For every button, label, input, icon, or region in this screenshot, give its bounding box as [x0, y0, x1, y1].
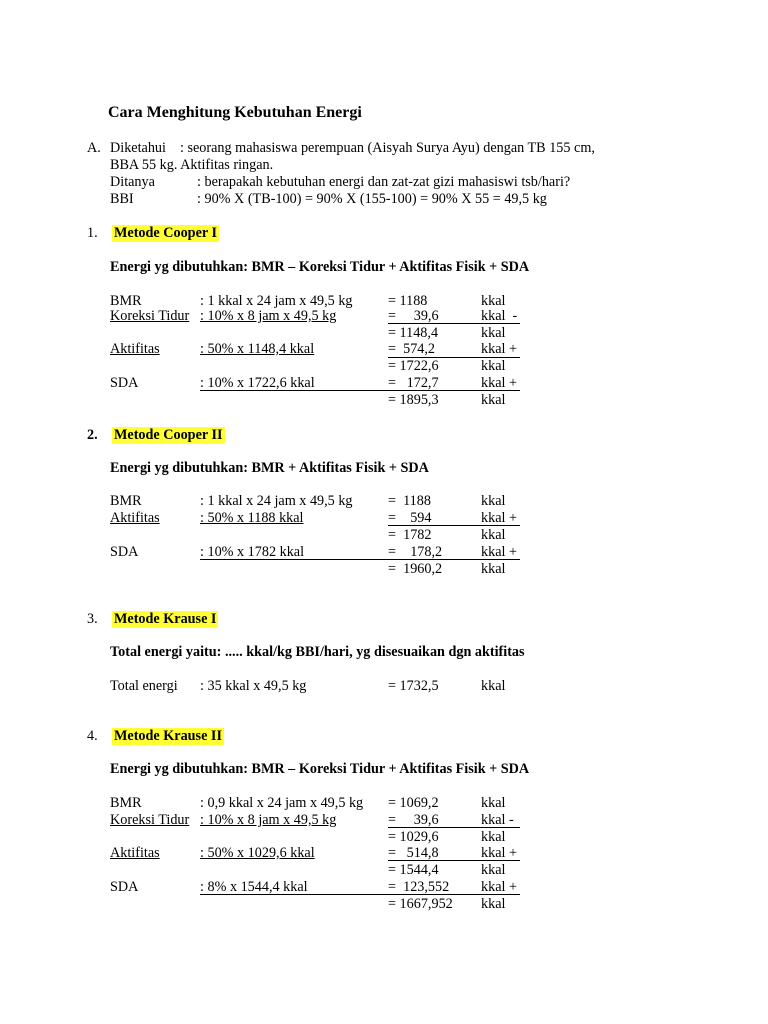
row-label: Koreksi Tidur: [110, 308, 190, 324]
row-calc: : 8% x 1544,4 kkal: [200, 879, 308, 895]
row-unit: kkal: [481, 325, 506, 341]
row-result: = 178,2: [388, 544, 443, 560]
row-unit: kkal +: [481, 845, 517, 861]
row-result: = 514,8: [388, 845, 439, 861]
row-label: SDA: [110, 879, 139, 895]
text-diketahui: : seorang mahasiswa perempuan (Aisyah Surya Ayu) dengan TB 155 cm,: [180, 140, 595, 156]
sum-rule: [200, 894, 520, 895]
row-unit: kkal +: [481, 544, 517, 560]
row-unit: kkal: [481, 527, 506, 543]
row-calc: : 0,9 kkal x 24 jam x 49,5 kg: [200, 795, 364, 811]
row-result: = 1667,952: [388, 896, 453, 912]
label-bbi: BBI: [110, 191, 134, 207]
row-calc: : 10% x 1782 kkal: [200, 544, 305, 560]
row-label: BMR: [110, 795, 142, 811]
method-formula: Energi yg dibutuhkan: BMR + Aktifitas Fisik + SDA: [110, 460, 429, 476]
row-unit: kkal +: [481, 879, 517, 895]
row-calc: : 50% x 1029,6 kkal: [200, 845, 315, 861]
method-number: 3.: [87, 611, 98, 627]
row-unit: kkal: [481, 678, 506, 694]
row-calc: : 35 kkal x 49,5 kg: [200, 678, 307, 694]
row-result: = 39,6: [388, 812, 439, 828]
method-heading: Metode Krause I: [114, 611, 217, 627]
row-result: = 1148,4: [388, 325, 439, 341]
row-calc: : 50% x 1148,4 kkal: [200, 341, 315, 357]
row-unit: kkal: [481, 293, 506, 309]
row-label: SDA: [110, 544, 139, 560]
row-label: Aktifitas: [110, 845, 160, 861]
row-result: = 1188: [388, 493, 431, 509]
sum-rule: [388, 323, 520, 324]
method-formula: Energi yg dibutuhkan: BMR – Koreksi Tidur + Aktifitas Fisik + SDA: [110, 761, 530, 777]
row-result: = 123,552: [388, 879, 450, 895]
method-heading: Metode Krause II: [114, 728, 222, 744]
row-unit: kkal: [481, 493, 506, 509]
row-calc: : 10% x 8 jam x 49,5 kg: [200, 308, 337, 324]
row-result: = 1782: [388, 527, 432, 543]
row-result: = 1069,2: [388, 795, 439, 811]
method-formula: Energi yg dibutuhkan: BMR – Koreksi Tidur + Aktifitas Fisik + SDA: [110, 259, 530, 275]
row-label: Koreksi Tidur: [110, 812, 190, 828]
row-result: = 574,2: [388, 341, 436, 357]
row-label: BMR: [110, 493, 142, 509]
method-number: 4.: [87, 728, 98, 744]
row-calc: : 50% x 1188 kkal: [200, 510, 304, 526]
row-label: Aktifitas: [110, 341, 160, 357]
sum-rule: [388, 860, 520, 861]
sum-rule: [200, 390, 520, 391]
row-result: = 1722,6: [388, 358, 439, 374]
row-unit: kkal: [481, 358, 506, 374]
row-result: = 1188: [388, 293, 428, 309]
text-diketahui-cont: BBA 55 kg. Aktifitas ringan.: [110, 157, 274, 173]
row-result: = 1732,5: [388, 678, 439, 694]
method-formula: Total energi yaitu: ..... kkal/kg BBI/hari, yg disesuaikan dgn aktifitas: [110, 644, 525, 660]
sum-rule: [200, 559, 520, 560]
row-unit: kkal +: [481, 341, 517, 357]
row-result: = 1029,6: [388, 829, 439, 845]
row-calc: : 1 kkal x 24 jam x 49,5 kg: [200, 493, 353, 509]
row-unit: kkal +: [481, 510, 517, 526]
row-label: BMR: [110, 293, 142, 309]
row-calc: : 10% x 1722,6 kkal: [200, 375, 315, 391]
page-title: Cara Menghitung Kebutuhan Energi: [108, 104, 362, 121]
section-a-marker: A.: [87, 140, 101, 156]
text-bbi: : 90% X (TB-100) = 90% X (155-100) = 90% X 55 = 49,5 kg: [197, 191, 547, 207]
row-result: = 1544,4: [388, 862, 439, 878]
row-result: = 1960,2: [388, 561, 443, 577]
row-result: = 594: [388, 510, 432, 526]
row-label: Total energi: [110, 678, 178, 694]
method-number: 1.: [87, 225, 98, 241]
row-unit: kkal: [481, 561, 506, 577]
method-heading: Metode Cooper I: [114, 225, 217, 241]
row-unit: kkal: [481, 392, 506, 408]
row-result: = 39,6: [388, 308, 439, 324]
label-ditanya: Ditanya: [110, 174, 155, 190]
row-calc: : 1 kkal x 24 jam x 49,5 kg: [200, 293, 353, 309]
method-heading: Metode Cooper II: [114, 427, 223, 443]
method-number: 2.: [87, 427, 98, 443]
row-calc: : 10% x 8 jam x 49,5 kg: [200, 812, 337, 828]
text-ditanya: : berapakah kebutuhan energi dan zat-zat gizi mahasiswi tsb/hari?: [197, 174, 571, 190]
sum-rule: [388, 525, 520, 526]
row-result: = 1895,3: [388, 392, 439, 408]
row-unit: kkal: [481, 795, 506, 811]
row-unit: kkal: [481, 862, 506, 878]
row-result: = 172,7: [388, 375, 439, 391]
row-unit: kkal -: [481, 308, 518, 324]
label-diketahui: Diketahui: [110, 140, 166, 156]
row-label: Aktifitas: [110, 510, 160, 526]
sum-rule: [388, 827, 520, 828]
row-unit: kkal: [481, 896, 506, 912]
row-unit: kkal +: [481, 375, 517, 391]
row-unit: kkal -: [481, 812, 514, 828]
row-unit: kkal: [481, 829, 506, 845]
row-label: SDA: [110, 375, 139, 391]
